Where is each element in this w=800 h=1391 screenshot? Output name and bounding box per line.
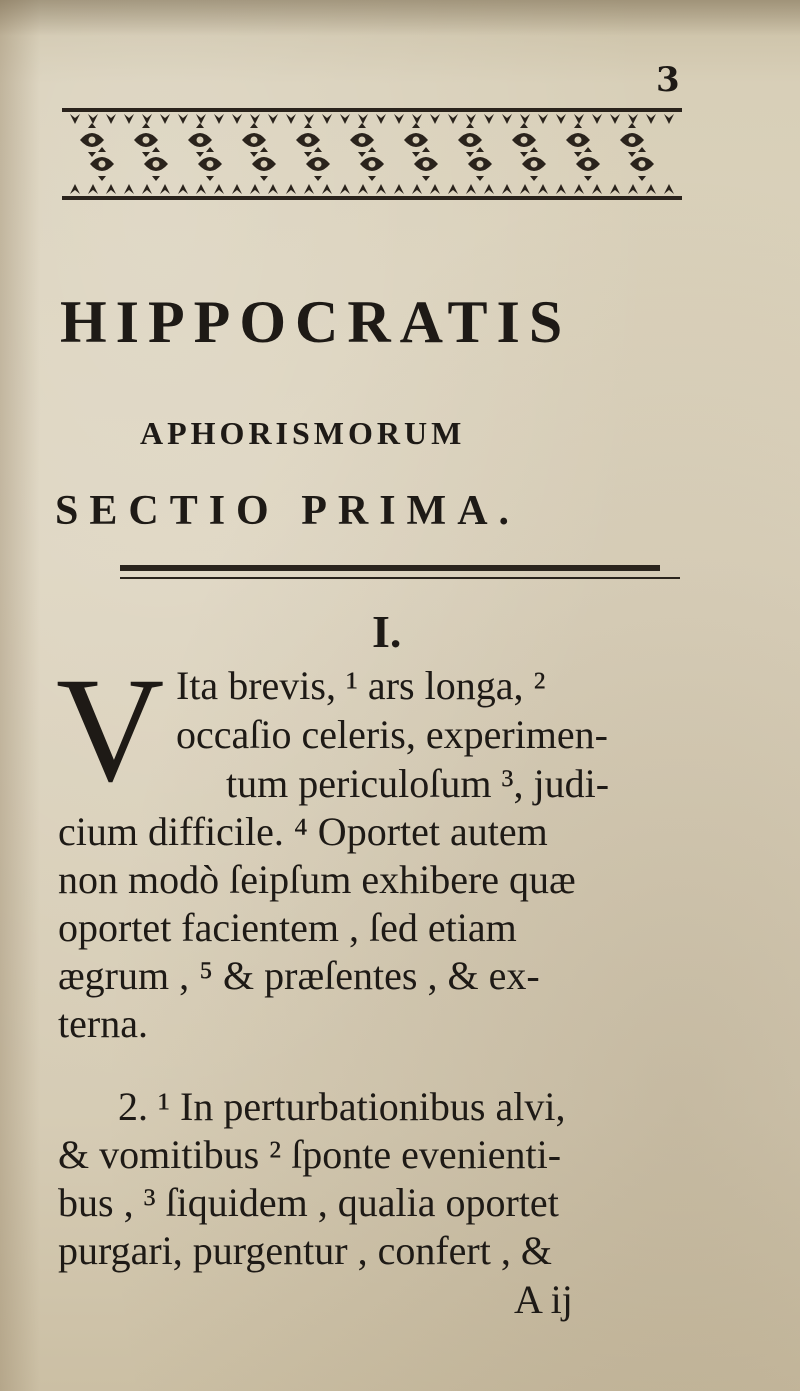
ornament-glyph bbox=[592, 114, 602, 124]
ornament-glyph bbox=[430, 114, 440, 124]
ornament-glyph bbox=[196, 184, 206, 194]
ornament-glyph bbox=[88, 114, 98, 124]
ornament-glyph bbox=[610, 114, 620, 124]
ornament-glyph bbox=[664, 184, 674, 194]
ornament-glyph bbox=[646, 184, 656, 194]
text-line: cium difficile. ⁴ Oportet autem bbox=[58, 809, 548, 854]
ornament-glyph bbox=[646, 114, 656, 124]
ornament-glyph bbox=[124, 114, 134, 124]
ornament-glyph bbox=[664, 114, 674, 124]
text-line: purgari, purgentur , confert , & bbox=[58, 1228, 552, 1273]
ornament-glyph bbox=[520, 184, 530, 194]
ornament-glyph bbox=[214, 184, 224, 194]
text-line: bus , ³ ſiquidem , qualia oportet bbox=[58, 1180, 559, 1225]
ornament-glyph bbox=[232, 114, 242, 124]
ornament-glyph bbox=[466, 184, 476, 194]
ornament-glyph bbox=[628, 184, 638, 194]
ornament-glyph bbox=[610, 184, 620, 194]
ornament-row-fleurons bbox=[80, 123, 654, 181]
ornament-row-top bbox=[62, 108, 682, 124]
ornament-glyph bbox=[70, 184, 80, 194]
divider-rule-thin bbox=[120, 577, 680, 579]
ornament-glyph bbox=[142, 114, 152, 124]
ornament-glyph bbox=[358, 114, 368, 124]
ornament-glyph bbox=[340, 184, 350, 194]
ornament-glyph bbox=[250, 114, 260, 124]
ornament-glyph bbox=[574, 184, 584, 194]
ornament-glyph bbox=[322, 114, 332, 124]
page-edge-shadow-top bbox=[0, 0, 800, 36]
ornament-row-bottom bbox=[62, 184, 682, 200]
ornament-glyph bbox=[178, 184, 188, 194]
text-line: Ita brevis, ¹ ars longa, ² bbox=[176, 663, 546, 708]
text-line: occaſio celeris, experimen- bbox=[176, 712, 608, 757]
ornament-glyph bbox=[160, 114, 170, 124]
ornament-glyph bbox=[142, 184, 152, 194]
ornament-glyph bbox=[394, 114, 404, 124]
text-line: ægrum , ⁵ & præſentes , & ex- bbox=[58, 953, 540, 998]
ornament-glyph bbox=[250, 184, 260, 194]
ornament-glyph bbox=[376, 114, 386, 124]
ornament-glyph bbox=[394, 184, 404, 194]
ornament-glyph bbox=[106, 114, 116, 124]
ornament-glyph bbox=[520, 114, 530, 124]
ornament-glyph bbox=[286, 114, 296, 124]
ornament-glyph bbox=[574, 114, 584, 124]
ornament-glyph bbox=[556, 114, 566, 124]
ornament-glyph bbox=[340, 114, 350, 124]
ornament-glyph bbox=[628, 114, 638, 124]
ornament-glyph bbox=[268, 114, 278, 124]
page-subtitle: APHORISMORUM bbox=[140, 415, 466, 451]
ornament-glyph bbox=[412, 184, 422, 194]
ornament-glyph bbox=[448, 114, 458, 124]
ornament-glyph bbox=[502, 114, 512, 124]
ornament-glyph bbox=[448, 184, 458, 194]
printers-ornament-band bbox=[62, 100, 682, 210]
ornament-glyph bbox=[430, 184, 440, 194]
ornament-glyph bbox=[376, 184, 386, 194]
ornament-glyph bbox=[502, 184, 512, 194]
drop-cap-letter: V bbox=[56, 647, 165, 813]
ornament-glyph bbox=[484, 184, 494, 194]
ornament-glyph bbox=[538, 184, 548, 194]
ornament-glyph bbox=[304, 114, 314, 124]
ornament-glyph bbox=[466, 114, 476, 124]
text-line: terna. bbox=[58, 1001, 148, 1046]
ornament-glyph bbox=[484, 114, 494, 124]
ornament-glyph bbox=[178, 114, 188, 124]
ornament-glyph bbox=[70, 114, 80, 124]
ornament-glyph bbox=[88, 184, 98, 194]
ornament-glyph bbox=[160, 184, 170, 194]
ornament-glyph bbox=[106, 184, 116, 194]
ornament-glyph bbox=[196, 114, 206, 124]
ornament-glyph bbox=[304, 184, 314, 194]
section-heading: SECTIO PRIMA. bbox=[55, 488, 521, 534]
ornament-glyph bbox=[268, 184, 278, 194]
text-line: oportet facientem , ſed etiam bbox=[58, 905, 517, 950]
text-line: non modò ſeipſum exhibere quæ bbox=[58, 857, 576, 902]
aphorism-numeral: I. bbox=[372, 606, 402, 657]
page-edge-shadow-left bbox=[0, 0, 40, 1391]
ornament-glyph bbox=[538, 114, 548, 124]
ornament-glyph bbox=[556, 184, 566, 194]
page-title: HIPPOCRATIS bbox=[60, 289, 572, 355]
ornament-glyph bbox=[286, 184, 296, 194]
signature-mark: A ij bbox=[514, 1277, 573, 1322]
text-line: tum periculoſum ³, judi- bbox=[226, 761, 610, 806]
ornament-glyph bbox=[322, 184, 332, 194]
page-number: 3 bbox=[656, 60, 680, 100]
ornament-glyph bbox=[592, 184, 602, 194]
text-line: 2. ¹ In perturbationibus alvi, bbox=[118, 1084, 566, 1129]
ornament-glyph bbox=[412, 114, 422, 124]
text-line: & vomitibus ² ſponte evenienti- bbox=[58, 1132, 562, 1177]
ornament-glyph bbox=[124, 184, 134, 194]
ornament-glyph bbox=[214, 114, 224, 124]
ornament-glyph bbox=[232, 184, 242, 194]
ornament-glyph bbox=[358, 184, 368, 194]
divider-rule-thick bbox=[120, 565, 660, 571]
